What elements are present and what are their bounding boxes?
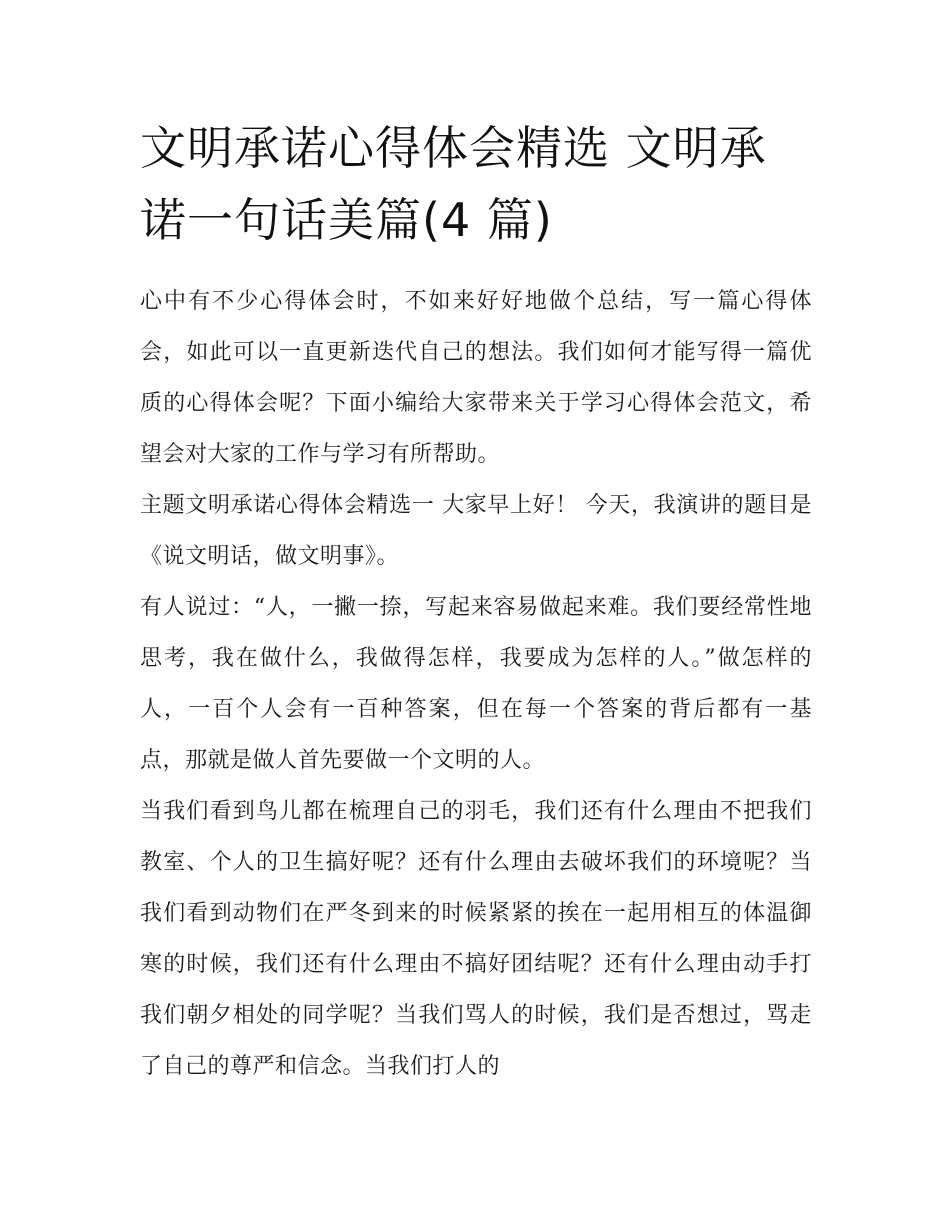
paragraph-body: 当我们看到鸟儿都在梳理自己的羽毛，我们还有什么理由不把我们教室、个人的卫生搞好呢？还有什么理由去破坏我们的环境呢？当我们看到动物们在严冬到来的时候紧紧的挨在一起用相互的体温御寒的时候，我们还有什么理由不搞好团结呢？还有什么理由动手打我们朝夕相处的同学呢？当我们骂人的时候，我们是否想过，骂走了自己的尊严和信念。当我们打人的 <box>140 799 812 1079</box>
paragraph-topic: 主题文明承诺心得体会精选一 大家早上好！ 今天，我演讲的题目是《说文明话，做文明事》。 <box>140 493 812 569</box>
document-title: 文明承诺心得体会精选 文明承诺一句话美篇(4 篇) <box>140 121 767 247</box>
document-page <box>140 112 812 1092</box>
paragraph-intro: 心中有不少心得体会时，不如来好好地做个总结，写一篇心得体会，如此可以一直更新迭代自己的想法。我们如何才能写得一篇优质的心得体会呢？下面小编给大家带来关于学习心得体会范文，希望会对大家的工作与学习有所帮助。 <box>140 289 812 467</box>
paragraph-quote: 有人说过：“人，一撇一捺，写起来容易做起来难。我们要经常性地思考，我在做什么，我做得怎样，我要成为怎样的人。”做怎样的人，一百个人会有一百种答案，但在每一个答案的背后都有一基点，那就是做人首先要做一个文明的人。 <box>140 595 812 773</box>
